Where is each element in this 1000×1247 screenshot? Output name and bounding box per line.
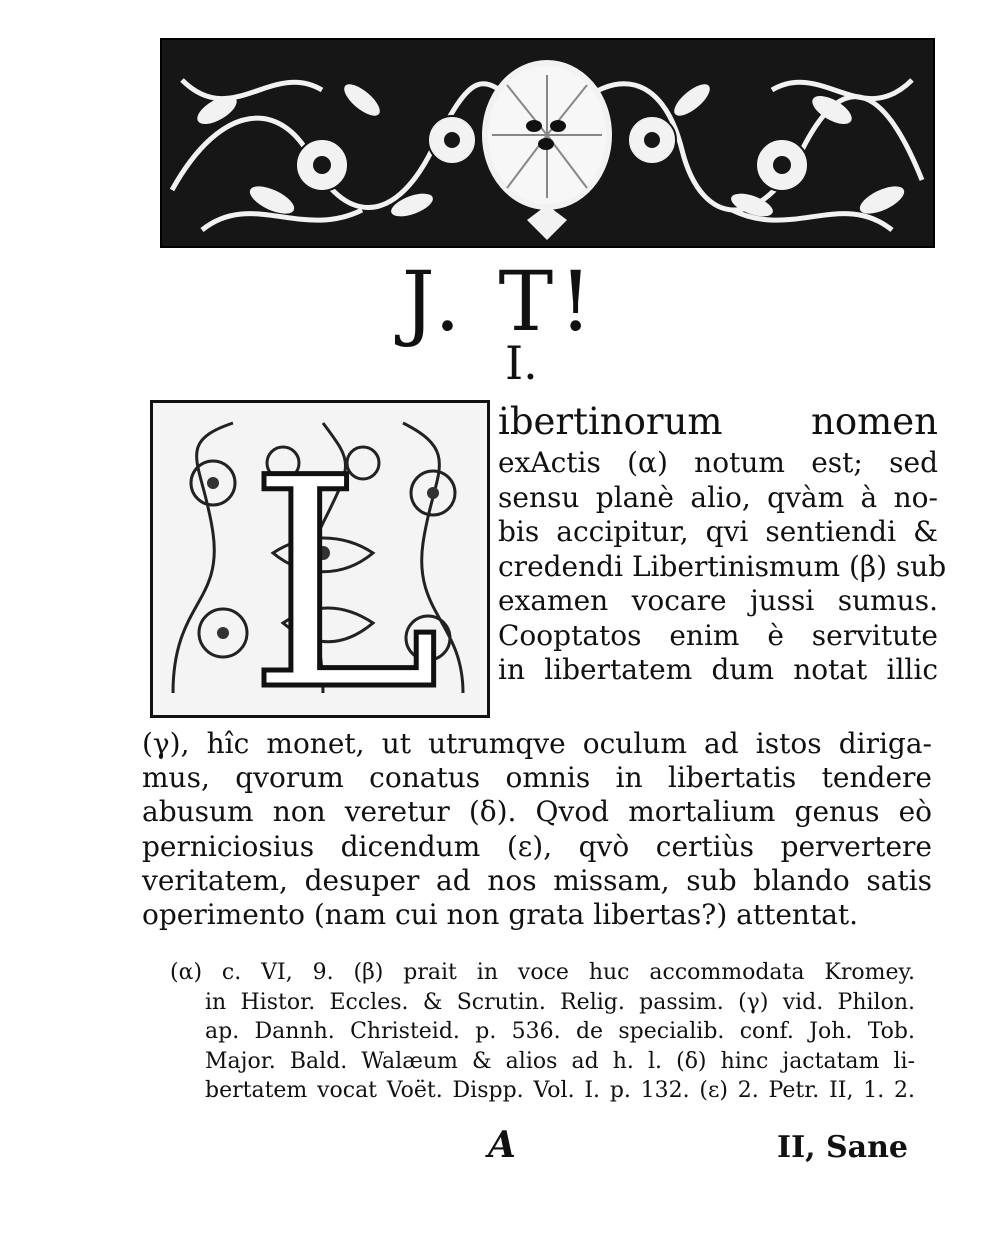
footnote-line: ap. Dannh. Christeid. p. 536. de specialib. conf. Joh. Tob. — [205, 1019, 915, 1044]
footnote-line: in Histor. Eccles. & Scrutin. Relig. passim. (γ) vid. Philon. — [205, 989, 915, 1015]
text-line: Cooptatos enim è servitute — [498, 618, 938, 652]
text-line: examen vocare jussi sumus. — [498, 584, 938, 617]
floral-initial-icon — [153, 403, 487, 715]
text-line: credendi Libertinismum (β) sub — [498, 549, 947, 583]
text-line: operimento (nam cui non grata libertas?) attentat. — [142, 898, 859, 932]
header-ornament — [160, 38, 935, 248]
text-line: abusum non veretur (δ). Qvod mortalium genus eò — [142, 795, 932, 829]
text-line: bis accipitur, qvi sentiendi & — [498, 515, 938, 548]
floral-ornament-icon — [162, 40, 933, 246]
page-heading: J. T! — [401, 255, 599, 350]
paragraph-opening — [498, 398, 947, 688]
text-line: exActis (α) notum est; sed — [498, 446, 938, 479]
text-line: (γ), hîc monet, ut utrumqve oculum ad istos diriga- — [142, 727, 932, 760]
text-line: veritatem, desuper ad nos missam, sub blando satis — [142, 863, 932, 897]
text-line: in libertatem dum notat illic — [498, 653, 938, 686]
footnotes — [170, 958, 915, 1106]
text-line: perniciosius dicendum (ε), qvò certiùs pervertere — [142, 829, 932, 863]
footnote-line: (α) c. VI, 9. (β) prait in voce huc accommodata Kromey. — [170, 960, 915, 985]
text-line: sensu planè alio, qvàm à no- — [498, 480, 938, 514]
paragraph-continuation — [142, 727, 932, 932]
footnote-line: Major. Bald. Walæum & alios ad h. l. (δ) hinc jactatam li- — [205, 1048, 915, 1074]
decorated-initial — [150, 400, 490, 718]
footnote-line: bertatem vocat Voët. Dispp. Vol. I. p. 132. (ε) 2. Petr. II, 1. 2. — [205, 1078, 915, 1103]
initial-letter: L — [248, 417, 441, 715]
section-number: I. — [505, 336, 538, 390]
signature-mark: A — [488, 1124, 516, 1166]
text-line: mus, qvorum conatus omnis in libertatis tendere — [142, 761, 932, 795]
catchword: II, Sane — [777, 1130, 908, 1165]
text-line: ibertinorum nomen — [498, 400, 938, 443]
